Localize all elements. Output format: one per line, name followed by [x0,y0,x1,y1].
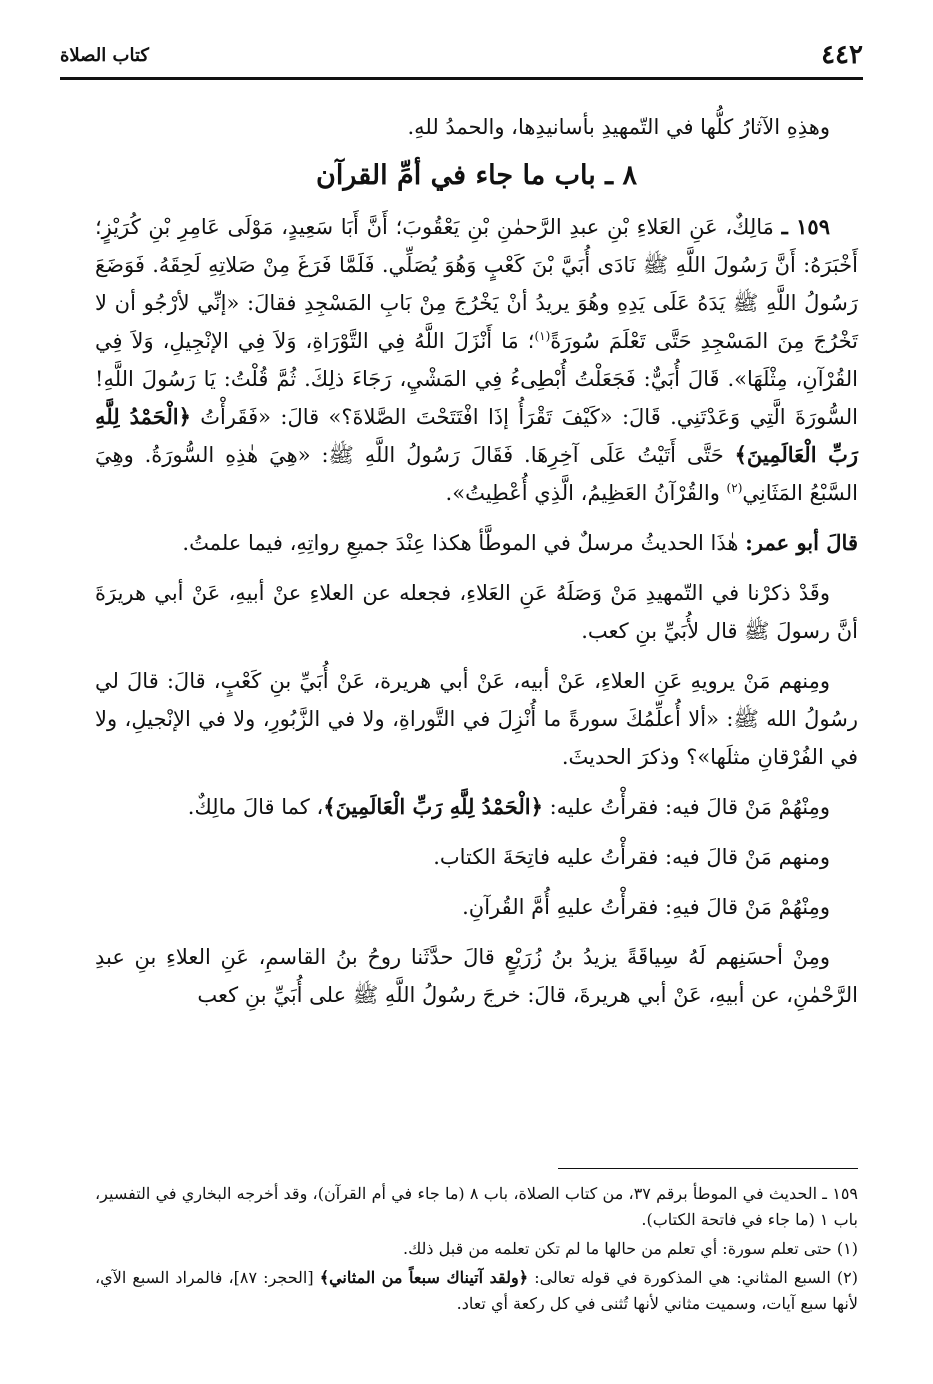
paragraph [95,788,858,826]
hadith-text-1: مَالِكٌ، عَنِ العَلاءِ بْنِ عبدِ الرَّحمٰنِ بْنِ يَعْقُوبَ؛ أَنَّ أَبَا سَعِيدٍ، مَوْلَى عَامِرِ بْنِ كُرَيْزٍ؛ أَخْبَرَهُ: أَنَّ رَسُولَ اللَّهِ ﷺ نَادَى أُبَيَّ بْنَ كَعْبٍ وَهُوَ يُصَلِّي. فَلَمَّا فَرَغَ مِنْ صَلاتِهِ لَحِقَهُ. فَوَضَعَ رَسُولُ اللَّهِ ﷺ يَدَهُ عَلَى يَدِهِ وهُوَ يريدُ أنْ يَخْرُجَ مِنْ بَابِ المَسْجِدِ فقالَ: «إنِّي لأرْجُو أن لا تَخْرُجَ مِنَ المَسْجِدِ حَتَّى تَعْلَمَ سُورَةً [95,215,859,353]
hadith-paragraph [95,208,858,512]
hadith-text-4: والقُرْآنُ العَظِيمُ، الَّذِي أُعْطِيتُ». [445,481,720,505]
commentary-lead: قالَ أبو عمر: [745,530,858,555]
quran-quote: ﴿ولقد آتيناك سبعاً من المثاني﴾ [319,1268,529,1287]
footnote-ref-2: (٢) [726,481,743,495]
header-rule [60,77,863,80]
footnote-rule [558,1168,858,1169]
commentary-paragraph [95,524,858,562]
footnote-159: ١٥٩ ـ الحديث في الموطأ برقم ٣٧، من كتاب الصلاة، باب ٨ (ما جاء في أم القرآن)، وقد أخرجه البخاري في التفسير، باب ١ (ما جاء في فاتحة الكتاب). [95,1184,859,1229]
header-title: كتاب الصلاة [60,45,149,66]
hadith-text-3: حَتَّى أَتَيْتُ عَلَى آخِرِهَا. فَقَالَ رَسُولُ اللَّهِ ﷺ: «هِيَ هٰذِهِ السُّورَةُ. وهِيَ السَّبْعُ المَثَانِي [95,443,858,505]
running-header [60,40,863,76]
footnote-2 [95,1265,858,1317]
commentary-text: هٰذَا الحديثُ مرسلٌ في الموطَّأ هكذا عِنْدَ جميعِ رواتِهِ، فيما علمتُ. [182,531,739,555]
page-number: ٤٤٢ [821,40,863,70]
intro-paragraph: وهذِهِ الآثارُ كلُّها في التّمهيدِ بأسانيدِها، والحمدُ للهِ. [407,115,830,139]
paragraph: ومِنهم مَنْ يرويهِ عَنِ العلاءِ، عَنْ أبيه، عَنْ أبي هريرة، عَنْ أُبَيِّ بنِ كَعْبٍ، قالَ: قالَ لي رسُولُ الله ﷺ: «ألا أُعلِّمُكَ سورةً ما أُنْزِلَ في التَّوراةِ، ولا في الزَّبُورِ، ولا في الإنْجيلِ، ولا في الفُرْقانِ مثلَها»؟ وذكرَ الحديثَ. [95,669,858,769]
hadith-number: ١٥٩ ـ [781,214,830,239]
paragraph: وقَدْ ذكرْنا في التّمهيدِ مَنْ وَصَلَهُ عَنِ العَلاءِ، فجعله عن العلاءِ عنْ أبيهِ، عَنْ أبي هريرَةَ أنَّ رسولَ ﷺ قال لأُبَيِّ بنِ كعب. [95,581,858,643]
paragraph-text: ومِنْهُمْ مَنْ قالَ فيه: فقرأْتُ عليه: [549,795,830,819]
footnote-ref-1: (١) [534,329,551,343]
footnotes [95,1168,858,1317]
hadith-text-2: ؛ مَا أَنْزَلَ اللَّهُ فِي التَّوْرَاةِ، وَلاَ فِي الإنْجِيلِ، وَلاَ فِي القُرْآنِ، مِثْلَهَا». قَالَ أُبَيٌّ: فَجَعَلْتُ أُبْطِىءُ فِي المَشْيِ، رَجَاءَ ذلِكَ. ثُمَّ قُلْتُ: يَا رَسُولَ اللَّهِ! السُّورَةَ الَّتِي وَعَدْتَنِي. قَالَ: «كَيْفَ تَقْرَأُ إذَا افْتَتَحْتَ الصَّلاةَ؟» قالَ: «فَقَرأْتُ [95,329,858,429]
footnote-1: (١) حتى تعلم سورة: أي تعلم من حالها ما لم تكن تعلمه من قبل ذلك. [402,1239,858,1258]
paragraph-text: ، كما قالَ مالِكٌ. [187,795,324,819]
main-content [95,108,858,1014]
footnote-text: (٢) السبع المثاني: هي المذكورة في قوله تعالى: [534,1268,859,1287]
paragraph: ومِنْهُمْ مَنْ قالَ فيهِ: فقرأْتُ عليهِ أُمَّ القُرآنِ. [462,895,830,919]
chapter-heading: ٨ ـ باب ما جاء في أمِّ القرآن [316,160,637,191]
paragraph: ومنهم مَنْ قالَ فيه: فقرأْتُ عليه فاتِحَةَ الكتاب. [433,845,830,869]
paragraph: ومِنْ أحسَنِهم لَهُ سِياقَةً يزيدُ بنُ زُرَيْعٍ قالَ حدَّثَنا روحُ بنُ القاسمِ، عَنِ العلاءِ بنِ عبدِ الرَّحْمٰنِ، عن أبيهِ، عَنْ أبي هريرةَ، قالَ: خرجَ رسُولُ اللَّهِ ﷺ على أُبَيِّ بنِ كعب [95,945,858,1007]
quran-quote: ﴿الْحَمْدُ لِلَّهِ رَبِّ الْعَالَمِينَ﴾ [95,404,858,467]
quran-quote: ﴿الْحَمْدُ لِلَّهِ رَبِّ الْعَالَمِينَ﴾ [323,794,543,819]
footnote-text: [الحجر: ٨٧]، فالمراد السبع الآي، لأنها سبع آيات، وسميت مثاني لأنها تُثنى في كل ركعة أي تعاد. [95,1268,858,1313]
